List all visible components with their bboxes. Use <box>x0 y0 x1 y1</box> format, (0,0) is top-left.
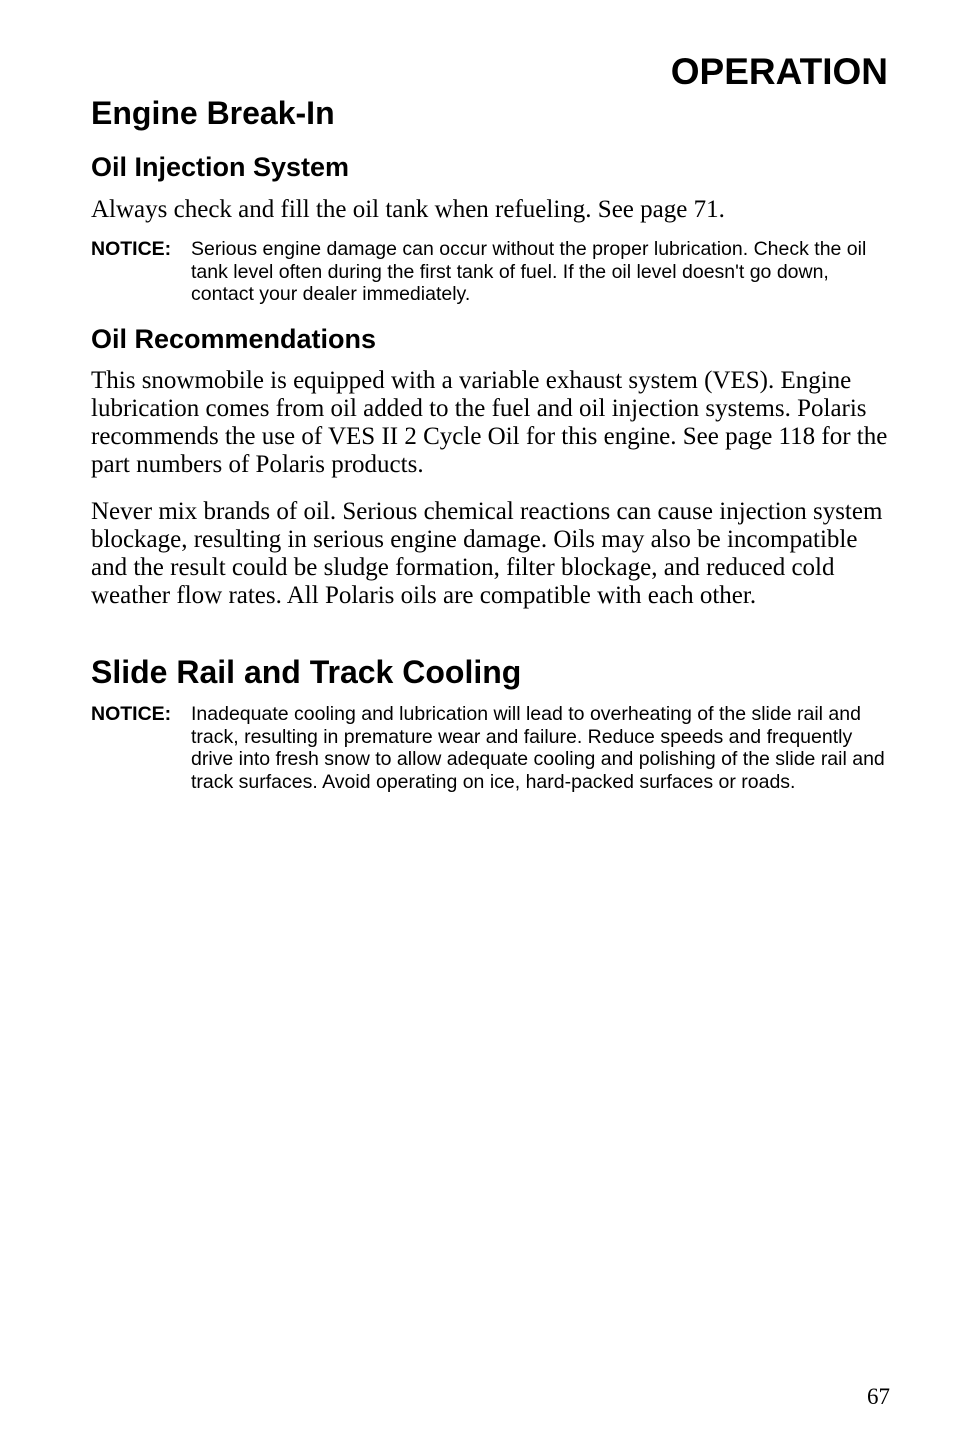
oil-recommendations-paragraph-2: Never mix brands of oil. Serious chemical reactions can cause injection system blockage, resulting in serious engine damage. Oils may also be incompatible and the result could be sludge formation, filter blockage, and reduced cold weather flow rates. All Polaris oils are compatible with each other. <box>91 498 883 609</box>
notice-label: NOTICE: <box>91 238 172 260</box>
page-number: 67 <box>867 1384 890 1409</box>
engine-break-in-heading: Engine Break-In <box>91 95 335 131</box>
notice-text: Inadequate cooling and lubrication will lead to overheating of the slide rail and track, resulting in premature wear and failure. Reduce speeds and frequently drive into fresh snow to allow adequate cooling and polishing of the slide rail and track surfaces. Avoid operating on ice, hard-packed surfaces or roads. <box>191 703 885 793</box>
slide-rail-heading: Slide Rail and Track Cooling <box>91 654 522 690</box>
notice-text: Serious engine damage can occur without the proper lubrication. Check the oil tank level often during the first tank of fuel. If the oil level doesn't go down, contact your dealer immediately. <box>191 238 867 305</box>
notice-label: NOTICE: <box>91 703 172 725</box>
section-header: OPERATION <box>670 51 888 92</box>
slide-rail-notice <box>91 703 891 793</box>
oil-injection-notice <box>91 238 891 306</box>
oil-injection-body: Always check and fill the oil tank when refueling. See page 71. <box>91 196 725 223</box>
oil-recommendations-paragraph-1: This snowmobile is equipped with a variable exhaust system (VES). Engine lubrication comes from oil added to the fuel and oil injection systems. Polaris recommends the use of VES II 2 Cycle Oil for this engine. See page 118 for the part numbers of Polaris products. <box>91 367 888 478</box>
oil-injection-heading: Oil Injection System <box>91 152 350 182</box>
oil-recommendations-heading: Oil Recommendations <box>91 324 377 354</box>
